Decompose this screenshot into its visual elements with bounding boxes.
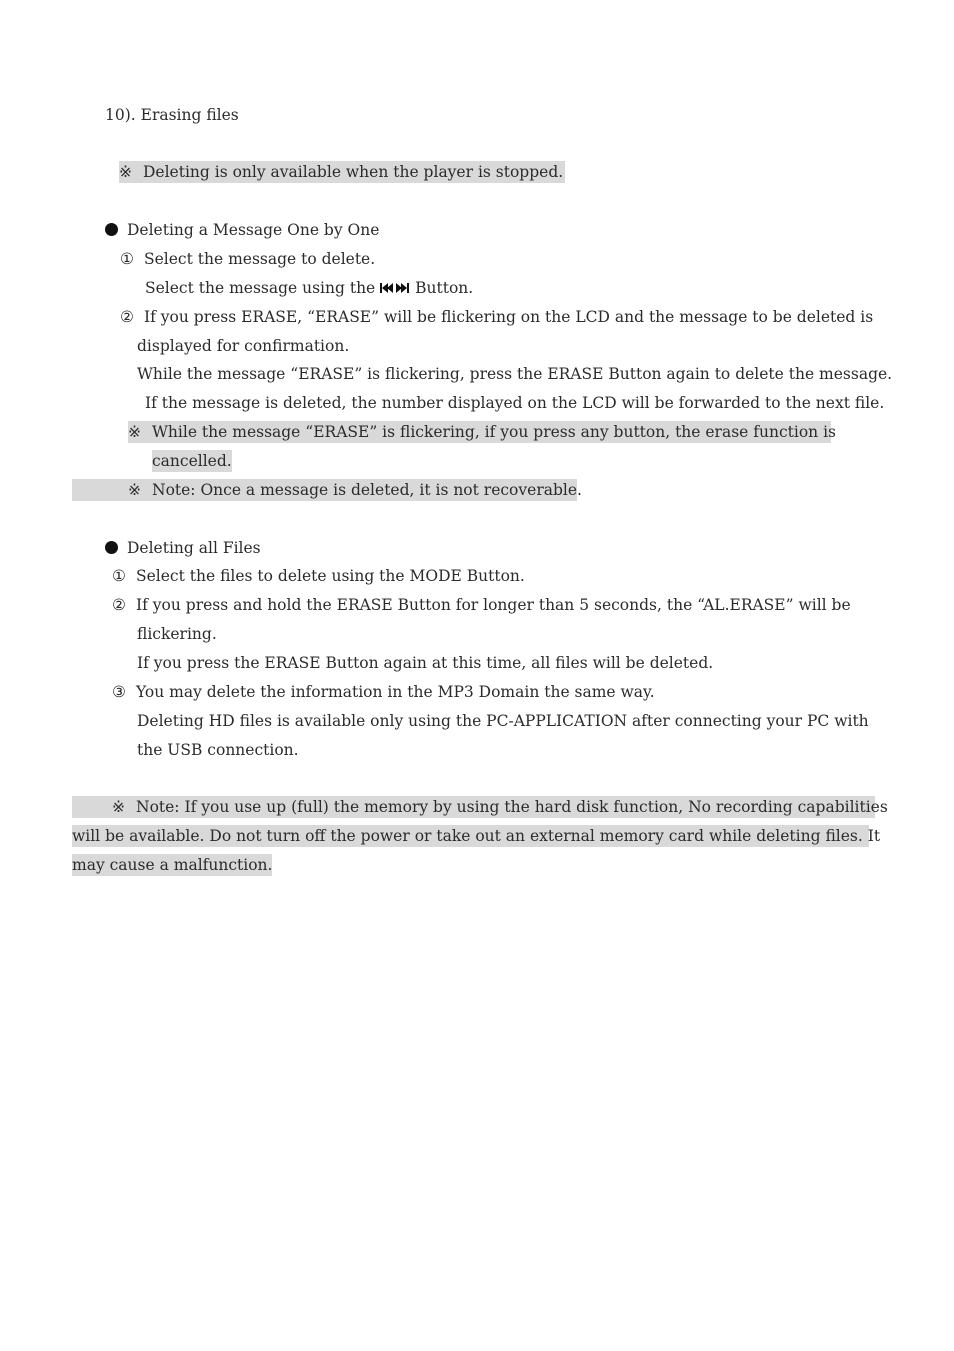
section2-step1 bbox=[112, 565, 525, 587]
note-text: may cause a malfunction. bbox=[72, 856, 273, 874]
note-text: While the message “ERASE” is flickering, if you press any button, the erase function is bbox=[152, 423, 836, 441]
section2-step3 bbox=[112, 681, 655, 703]
step-number: ③ bbox=[112, 683, 126, 701]
step-text: You may delete the information in the MP3 Domain the same way. bbox=[136, 683, 655, 701]
note-text: cancelled. bbox=[152, 452, 232, 470]
step-text: flickering. bbox=[137, 625, 217, 643]
step-number: ① bbox=[120, 250, 134, 268]
note-text: Note: Once a message is deleted, it is not recoverable. bbox=[152, 481, 582, 499]
step-text: Select the message to delete. bbox=[144, 250, 376, 268]
reference-mark-icon: ※ bbox=[112, 798, 125, 816]
intro-note bbox=[119, 161, 565, 183]
step-text: Select the files to delete using the MODE Button. bbox=[136, 567, 525, 585]
step-number: ② bbox=[112, 596, 126, 614]
section2-step3-line3 bbox=[137, 739, 299, 761]
note-not-recoverable bbox=[72, 479, 582, 501]
step-text: If you press the ERASE Button again at this time, all files will be deleted. bbox=[137, 654, 714, 672]
step-text: the USB connection. bbox=[137, 741, 299, 759]
note-erase-cancel-line2 bbox=[152, 450, 232, 472]
step-text: If the message is deleted, the number displayed on the LCD will be forwarded to the next file. bbox=[145, 394, 885, 412]
step-text: Button. bbox=[415, 279, 474, 297]
section-heading bbox=[105, 104, 239, 126]
final-note-line1 bbox=[72, 796, 888, 818]
section2-step3-line2 bbox=[137, 710, 869, 732]
section1-step2 bbox=[120, 306, 873, 328]
note-erase-cancel bbox=[128, 421, 836, 443]
final-note-line2 bbox=[72, 825, 881, 847]
section2-step2-line2 bbox=[137, 623, 217, 645]
section1-title-text: Deleting a Message One by One bbox=[127, 221, 380, 239]
section2-title bbox=[105, 537, 261, 559]
section1-step2-line2 bbox=[137, 335, 349, 357]
section2-step2 bbox=[112, 594, 851, 616]
intro-note-text: Deleting is only available when the player is stopped. bbox=[143, 163, 564, 181]
section1-title bbox=[105, 219, 379, 241]
step-number: ② bbox=[120, 308, 134, 326]
step-text: If you press ERASE, “ERASE” will be flickering on the LCD and the message to be deleted is bbox=[144, 308, 874, 326]
note-text: will be available. Do not turn off the power or take out an external memory card while deleting files. It bbox=[72, 827, 881, 845]
step-text: Select the message using the bbox=[145, 279, 376, 297]
heading-text: 10). Erasing files bbox=[105, 106, 239, 124]
section1-step1-sub bbox=[145, 277, 473, 299]
bullet-icon bbox=[105, 541, 118, 554]
step-text: displayed for confirmation. bbox=[137, 337, 350, 355]
step-text: Deleting HD files is available only using the PC-APPLICATION after connecting your PC with bbox=[137, 712, 869, 730]
section2-step2-line3 bbox=[137, 652, 713, 674]
final-note-line3 bbox=[72, 854, 272, 876]
section2-title-text: Deleting all Files bbox=[127, 539, 261, 557]
section1-step2-line3 bbox=[137, 363, 892, 385]
reference-mark-icon: ※ bbox=[119, 163, 132, 181]
reference-mark-icon: ※ bbox=[128, 481, 141, 499]
prev-next-icon bbox=[380, 278, 410, 300]
reference-mark-icon: ※ bbox=[128, 423, 141, 441]
note-text: Note: If you use up (full) the memory by using the hard disk function, No recording capabilities bbox=[136, 798, 888, 816]
bullet-icon bbox=[105, 223, 118, 236]
section1-step1 bbox=[120, 248, 375, 270]
step-text: If you press and hold the ERASE Button for longer than 5 seconds, the “AL.ERASE” will be bbox=[136, 596, 851, 614]
step-number: ① bbox=[112, 567, 126, 585]
section1-step2-line4 bbox=[145, 392, 884, 414]
step-text: While the message “ERASE” is flickering, press the ERASE Button again to delete the message. bbox=[137, 365, 893, 383]
